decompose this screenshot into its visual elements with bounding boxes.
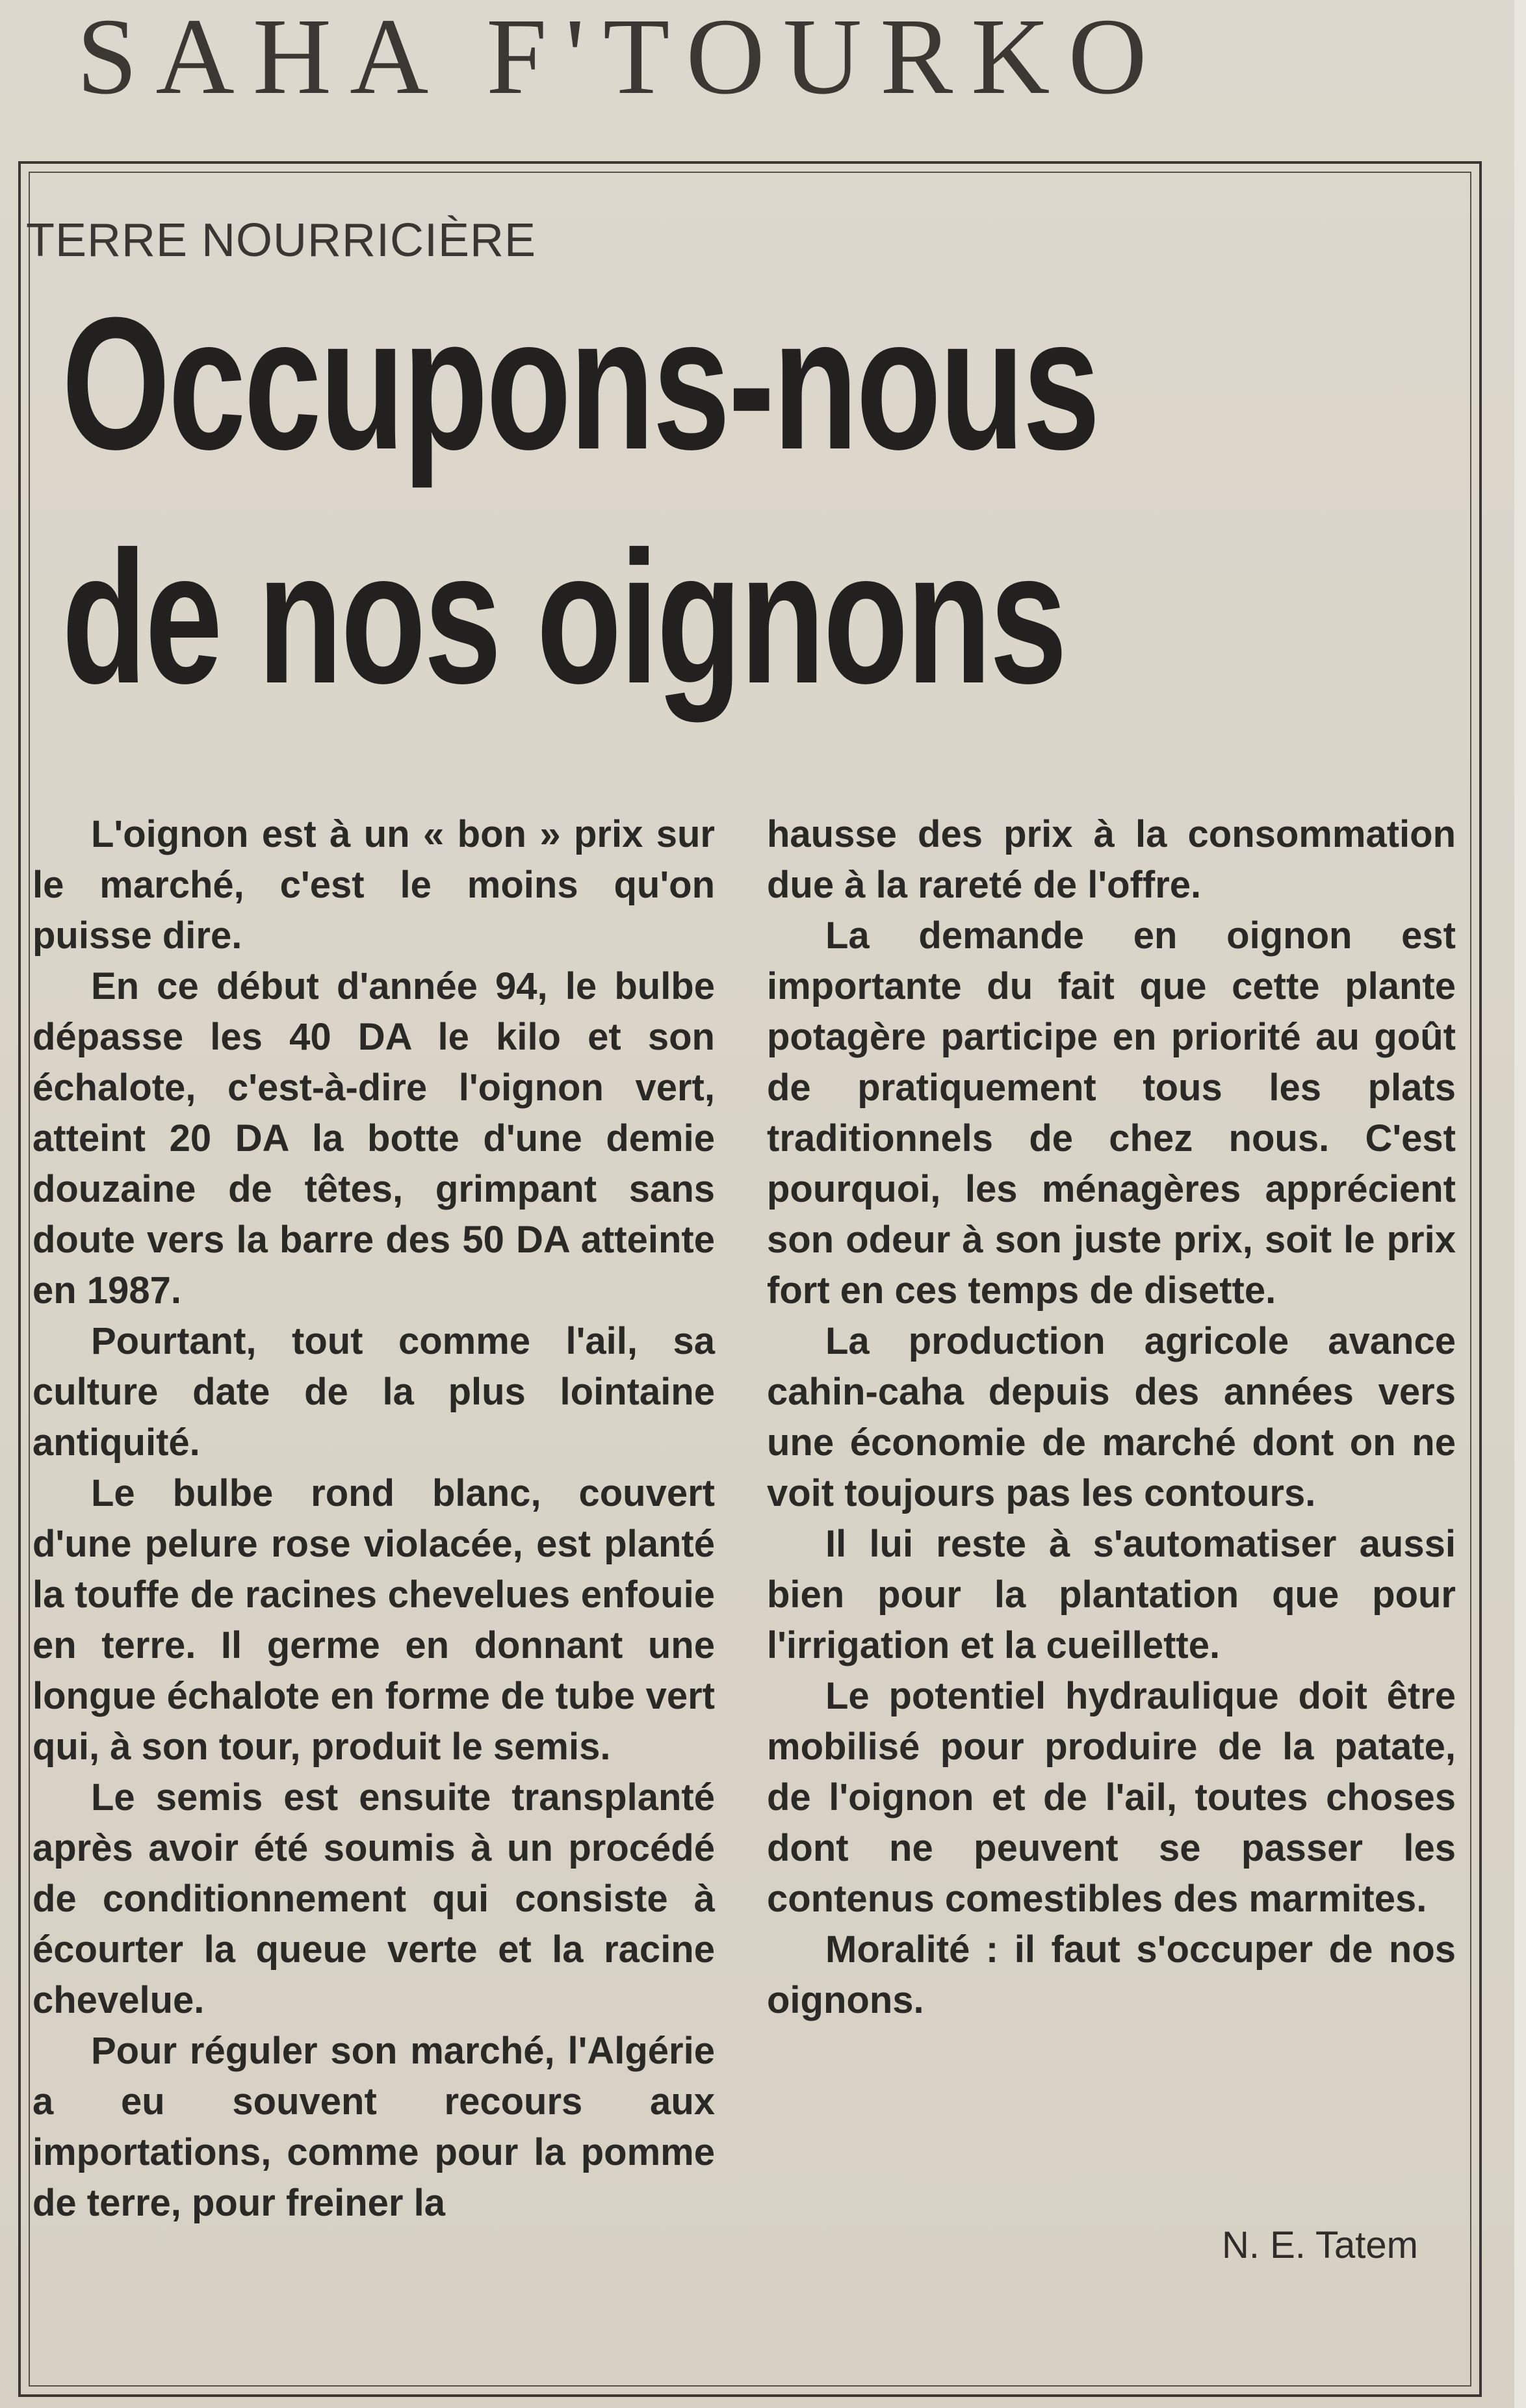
paragraph: Le semis est ensuite transplanté après avoir été soumis à un procédé de conditionnement qui consiste à écourter la queue verte et la racine chevelue. bbox=[32, 1776, 715, 2021]
paragraph: En ce début d'année 94, le bulbe dépasse les 40 DA le kilo et son échalote, c'est-à-dire l'oignon vert, atteint 20 DA la botte d'une demie douzaine de têtes, grimpant sans doute vers la barre des 50 DA atteinte en 1987. bbox=[32, 965, 715, 1312]
paragraph: Pour réguler son marché, l'Algérie a eu souvent recours aux importations, comme pour la pomme de terre, pour freiner la bbox=[32, 2030, 715, 2224]
paragraph: Il lui reste à s'automatiser aussi bien pour la plantation que pour l'irrigation et la cueillette. bbox=[767, 1523, 1456, 1666]
paragraph: Pourtant, tout comme l'ail, sa culture date de la plus lointaine antiquité. bbox=[32, 1320, 715, 1464]
paragraph: L'oignon est à un « bon » prix sur le marché, c'est le moins qu'on puisse dire. bbox=[32, 813, 715, 957]
paragraph: La demande en oignon est importante du fait que cette plante potagère participe en priorité au goût de pratiquement tous les plats traditionnels de chez nous. C'est pourquoi, les ménagères apprécient son odeur à son juste prix, soit le prix fort en ces temps de disette. bbox=[767, 914, 1456, 1312]
section-kicker: TERRE NOURRICIÈRE bbox=[26, 214, 537, 266]
paragraph: Le potentiel hydraulique doit être mobilisé pour produire de la patate, de l'oignon et de l'ail, toutes choses dont ne peuvent se passer les contenus comestibles des marmites. bbox=[767, 1675, 1456, 1920]
headline-line-1: Occupons-nous bbox=[62, 278, 1098, 489]
paragraph: Moralité : il faut s'occuper de nos oignons. bbox=[767, 1928, 1456, 2021]
author-signature: N. E. Tatem bbox=[1222, 2224, 1418, 2266]
masthead-title: SAHA F'TOURKO bbox=[77, 0, 1165, 114]
paragraph: Le bulbe rond blanc, couvert d'une pelure rose violacée, est planté la touffe de racines chevelues enfouie en terre. Il germe en donnant une longue échalote en forme de tube vert qui, à son tour, produit le semis. bbox=[32, 1472, 715, 1768]
paragraph: La production agricole avance cahin-caha depuis des années vers une économie de marché dont on ne voit toujours pas les contours. bbox=[767, 1320, 1456, 1514]
article-column-left bbox=[32, 809, 715, 2229]
article-column-right bbox=[767, 809, 1456, 2026]
paragraph-continuation: hausse des prix à la consommation due à la rareté de l'offre. bbox=[767, 813, 1456, 906]
headline-line-2: de nos oignons bbox=[62, 512, 1066, 723]
